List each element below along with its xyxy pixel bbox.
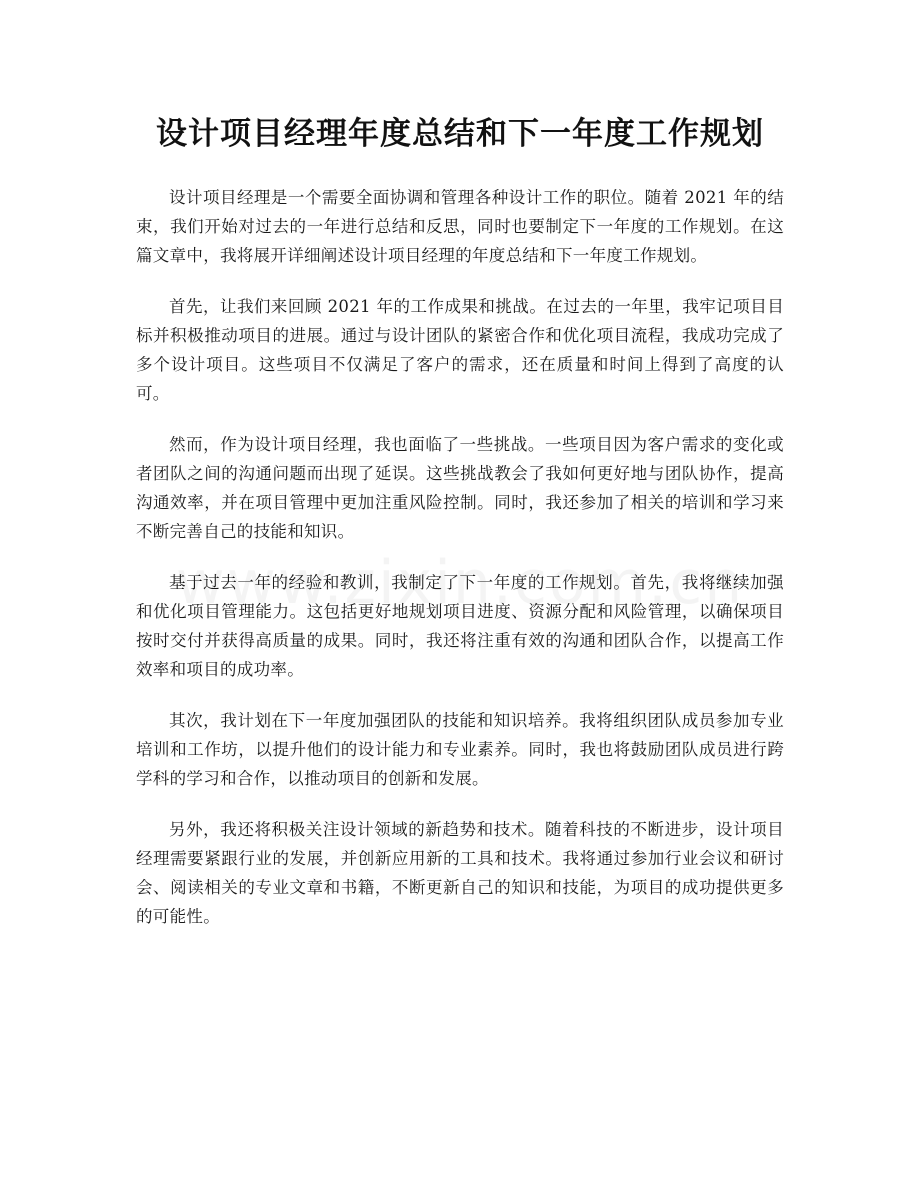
document-body xyxy=(136,183,784,953)
paragraph-team-training: 其次，我计划在下一年度加强团队的技能和知识培养。我将组织团队成员参加专业培训和工作坊，以提升他们的设计能力和专业素养。同时，我也将鼓励团队成员进行跨学科的学习和合作，以推动项目的创新和发展。 xyxy=(136,711,784,788)
paragraph-trends: 另外，我还将积极关注设计领域的新趋势和技术。随着科技的不断进步，设计项目经理需要紧跟行业的发展，并创新应用新的工具和技术。我将通过参加行业会议和研讨会、阅读相关的专业文章和书籍，不断更新自己的知识和技能，为项目的成功提供更多的可能性。 xyxy=(136,820,784,926)
document-title: 设计项目经理年度总结和下一年度工作规划 xyxy=(156,116,764,152)
paragraph-review: 首先，让我们来回顾 2021 年的工作成果和挑战。在过去的一年里，我牢记项目目标并积极推动项目的进展。通过与设计团队的紧密合作和优化项目流程，我成功完成了多个设计项目。这些项目不仅满足了客户的需求，还在质量和时间上得到了高度的认可。 xyxy=(136,297,784,403)
paragraph-challenges: 然而，作为设计项目经理，我也面临了一些挑战。一些项目因为客户需求的变化或者团队之间的沟通问题而出现了延误。这些挑战教会了我如何更好地与团队协作，提高沟通效率，并在项目管理中更加注重风险控制。同时，我还参加了相关的培训和学习来不断完善自己的技能和知识。 xyxy=(136,435,784,541)
paragraph-plan: 基于过去一年的经验和教训，我制定了下一年度的工作规划。首先，我将继续加强和优化项目管理能力。这包括更好地规划项目进度、资源分配和风险管理，以确保项目按时交付并获得高质量的成果。同时，我还将注重有效的沟通和团队合作，以提高工作效率和项目的成功率。 xyxy=(136,573,784,679)
paragraph-intro: 设计项目经理是一个需要全面协调和管理各种设计工作的职位。随着 2021 年的结束，我们开始对过去的一年进行总结和反思，同时也要制定下一年度的工作规划。在这篇文章中，我将展开详细阐述设计项目经理的年度总结和下一年度工作规划。 xyxy=(136,188,784,265)
